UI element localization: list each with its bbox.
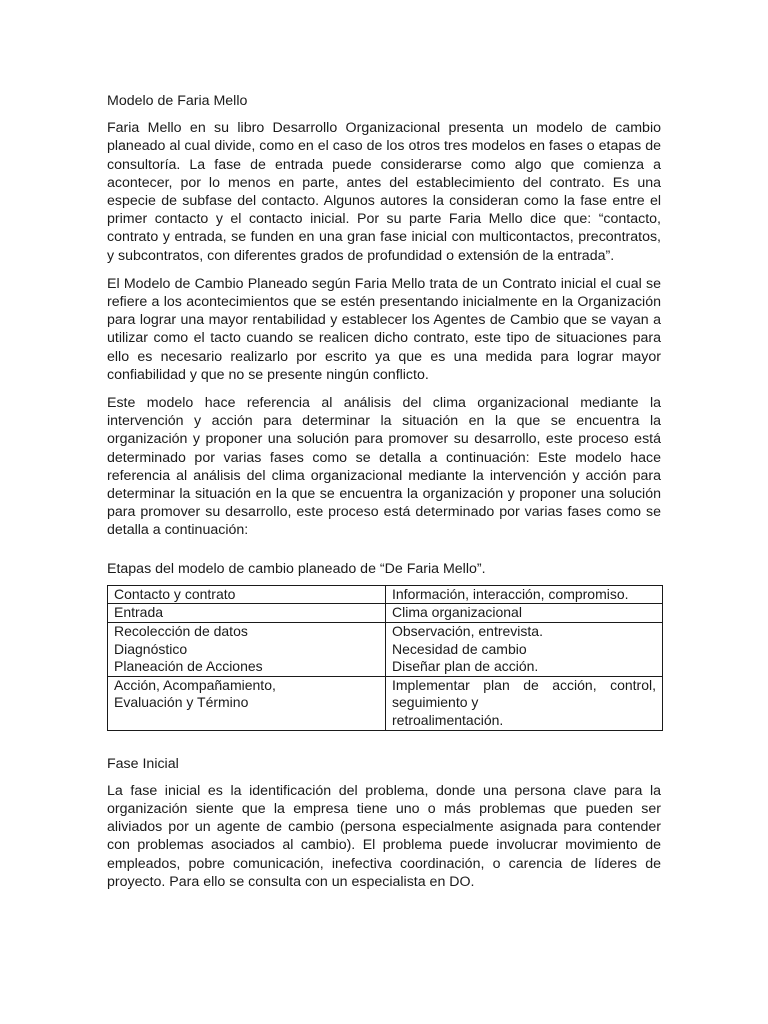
body-paragraph-2: El Modelo de Cambio Planeado según Faria Mello trata de un Contrato inicial el cual se refiere a los acontecimientos que se estén presentando inicialmente en la Organización para lograr una mayor rentabilidad y establecer los Agentes de Cambio que se vayan a utilizar como el tacto cuando se realicen dicho contrato, este tipo de situaciones para ello es necesario realizarlo por escrito ya que es una medida para lograr mayor confiabilidad y que no se presente ningún conflicto. xyxy=(107,275,661,383)
detail-line: Diseñar plan de acción. xyxy=(392,658,539,675)
stages-table-body xyxy=(108,585,663,730)
stage-cell xyxy=(108,676,386,730)
table-title: Etapas del modelo de cambio planeado de “De Faria Mello”. xyxy=(107,560,486,577)
stage-line: Entrada xyxy=(114,604,164,621)
table-row xyxy=(108,623,663,677)
table-row xyxy=(108,604,663,623)
stage-cell xyxy=(108,585,386,604)
detail-line: retroalimentación. xyxy=(392,712,504,729)
section-title: Fase Inicial xyxy=(107,755,179,772)
document-title: Modelo de Faria Mello xyxy=(107,93,248,109)
detail-line: Clima organizacional xyxy=(392,604,522,621)
stage-line: Acción, Acompañamiento, xyxy=(114,676,276,693)
body-paragraph-1: Faria Mello en su libro Desarrollo Organizacional presenta un modelo de cambio planeado al cual divide, como en el caso de los otros tres modelos en fases o etapas de consultoría. La fase de entrada puede considerarse como algo que comienza a acontecer, por lo menos en parte, antes del establecimiento del contrato. Es una especie de subfase del contacto. Algunos autores la consideran como la fase entre el primer contacto y el contacto inicial. Por su parte Faria Mello dice que: “contacto, contrato y entrada, se funden en una gran fase inicial con multicontactos, precontratos, y subcontratos, con diferentes grados de profundidad o extensión de la entrada”. xyxy=(107,120,661,264)
detail-cell xyxy=(386,604,663,623)
document-page xyxy=(107,92,661,901)
stage-cell xyxy=(108,623,386,677)
stage-line: Contacto y contrato xyxy=(114,585,236,602)
detail-line: Información, interacción, compromiso. xyxy=(392,585,629,602)
detail-line: Necesidad de cambio xyxy=(392,640,527,657)
body-paragraph-3: Este modelo hace referencia al análisis del clima organizacional mediante la intervención y acción para determinar la situación en la que se encuentra la organización y proponer una solución para promover su desarrollo, este proceso está determinado por varias fases como se detalla a continuación: Este modelo hace referencia al análisis del clima organizacional mediante la intervención y acción para determinar la situación en la que se encuentra la organización y proponer una solución para promover su desarrollo, este proceso está determinado por varias fases como se detalla a continuación: xyxy=(107,395,661,539)
table-row xyxy=(108,676,663,730)
stage-line: Recolección de datos xyxy=(114,623,248,640)
table-row xyxy=(108,585,663,604)
stages-table xyxy=(107,585,663,731)
section-paragraph: La fase inicial es la identificación del problema, donde una persona clave para la organización siente que la empresa tiene uno o más problemas que pueden ser aliviados por un agente de cambio (persona especialmente asignada para contender con problemas asociados al cambio). El problema puede involucrar movimiento de empleados, pobre comunicación, inefectiva coordinación, o carencia de líderes de proyecto. Para ello se consulta con un especialista en DO. xyxy=(107,782,661,890)
detail-line: Observación, entrevista. xyxy=(392,623,543,640)
detail-cell xyxy=(386,585,663,604)
detail-cell xyxy=(386,676,663,730)
stage-cell xyxy=(108,604,386,623)
stage-line: Planeación de Acciones xyxy=(114,658,263,675)
stage-line: Diagnóstico xyxy=(114,640,188,657)
stage-line: Evaluación y Término xyxy=(114,694,249,711)
detail-cell xyxy=(386,623,663,677)
detail-line: Implementar plan de acción, control, seguimiento y xyxy=(392,676,656,711)
